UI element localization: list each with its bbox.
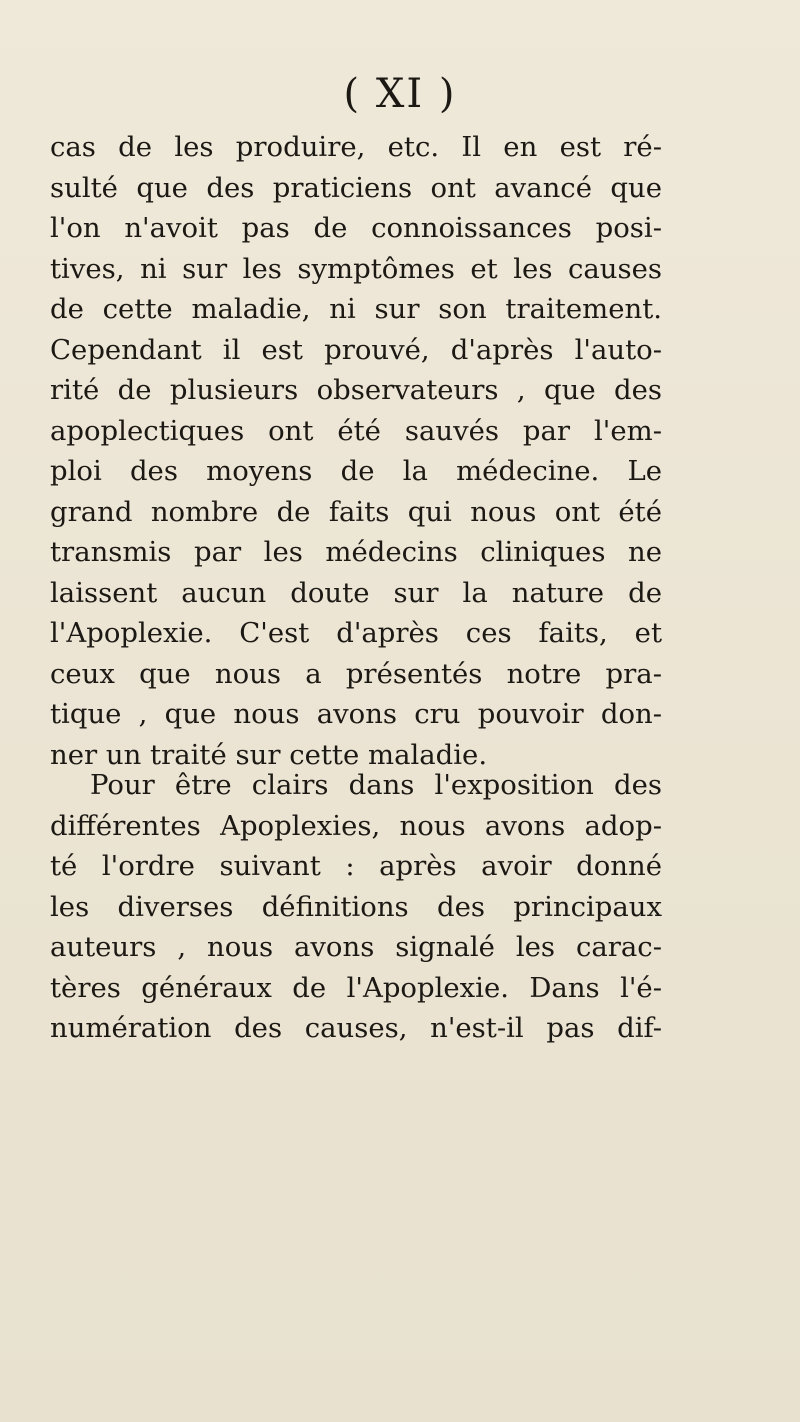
text-line: l'on n'avoit pas de connoissances posi- <box>50 212 662 244</box>
text-line: Cependant il est prouvé, d'après l'auto- <box>50 333 662 366</box>
text-line: tères généraux de l'Apoplexie. Dans l'é- <box>50 971 662 1004</box>
paragraph-2 <box>50 765 662 1049</box>
text-line: ploi des moyens de la médecine. Le <box>50 455 662 487</box>
text-line: Pour être clairs dans l'exposition des <box>90 769 662 801</box>
text-line: l'Apoplexie. C'est d'après ces faits, et <box>50 617 662 649</box>
text-line: numération des causes, n'est-il pas dif- <box>50 1012 662 1044</box>
text-line: té l'ordre suivant : après avoir donné <box>50 850 662 882</box>
text-line: différentes Apoplexies, nous avons adop- <box>50 809 662 842</box>
text-line: transmis par les médecins cliniques ne <box>50 536 662 568</box>
text-line: tives, ni sur les symptômes et les causes <box>50 252 662 285</box>
text-line: cas de les produire, etc. Il en est ré- <box>50 131 662 163</box>
page-number: ( XI ) <box>343 71 457 117</box>
text-line: laissent aucun doute sur la nature de <box>50 576 662 609</box>
text-line: auteurs , nous avons signalé les carac- <box>50 931 662 963</box>
paragraph-1 <box>50 127 662 775</box>
text-line: les diverses définitions des principaux <box>50 890 662 923</box>
text-line: de cette maladie, ni sur son traitement. <box>50 293 662 325</box>
text-line: rité de plusieurs observateurs , que des <box>50 374 662 406</box>
text-line: ner un traité sur cette maladie. <box>50 738 488 771</box>
text-line: apoplectiques ont été sauvés par l'em- <box>50 414 662 447</box>
text-line: grand nombre de faits qui nous ont été <box>50 495 662 528</box>
text-line: tique , que nous avons cru pouvoir don- <box>50 698 662 730</box>
text-line: ceux que nous a présentés notre pra- <box>50 657 662 690</box>
text-line: sulté que des praticiens ont avancé que <box>50 171 662 204</box>
